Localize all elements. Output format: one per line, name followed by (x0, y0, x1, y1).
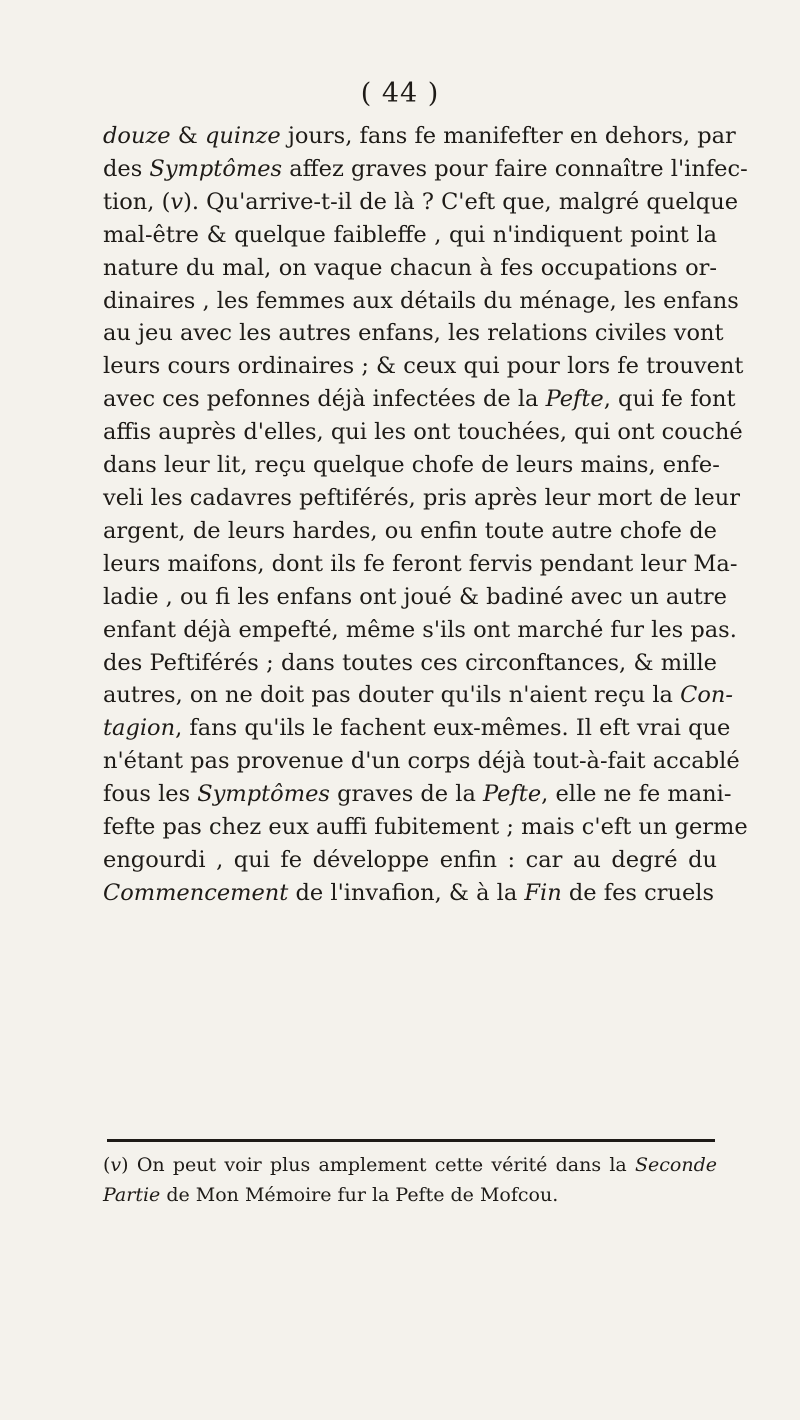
footnote (103, 1150, 717, 1210)
italic-text: Pefte (545, 386, 604, 413)
text-line (103, 252, 717, 285)
text-run: ( (103, 1154, 111, 1176)
text-run: , elle ne fe mani- (541, 781, 732, 808)
italic-text: Symptômes (197, 781, 330, 808)
text-line (103, 844, 717, 877)
text-run: avec ces pefonnes déjà infectées de la (103, 386, 546, 413)
text-line (103, 449, 720, 482)
text-run: graves de la (329, 781, 484, 808)
text-run: de fes cruels (561, 879, 715, 906)
text-run: & (170, 123, 205, 149)
text-run: affis auprès d'elles, qui les ont touchées, qui ont couché (103, 419, 743, 446)
text-line (103, 153, 748, 186)
text-run: leurs maifons, dont ils fe feront fervis pendant leur Ma- (103, 550, 738, 577)
text-run: veli les cadavres peftiférés, pris après leur mort de leur (103, 484, 740, 511)
text-run: , fans qu'ils le fachent eux-mêmes. Il eft vrai que (175, 715, 731, 742)
italic-text: Commencement (103, 879, 289, 906)
text-run: dans leur lit, reçu quelque chofe de leurs mains, enfe- (103, 452, 720, 479)
text-run: ladie , ou fi les enfans ont joué & badiné avec un autre (103, 583, 727, 610)
footnote-line (103, 1150, 717, 1180)
text-run: des Peftiférés ; dans toutes ces circonftances, & mille (103, 649, 717, 676)
text-run: des (103, 155, 150, 182)
text-run: ). Qu'arrive-t-il de là ? C'eft que, malgré quelque (183, 188, 739, 215)
text-run: enfant déjà empefté, même s'ils ont marché fur les pas. (103, 616, 737, 643)
page-number: ( 44 ) (360, 78, 440, 109)
footnote-line (103, 1180, 717, 1210)
italic-text: douze (103, 123, 171, 149)
text-run: au jeu avec les autres enfans, les relations civiles vont (103, 320, 724, 347)
italic-text: Seconde (635, 1154, 717, 1176)
text-line (103, 482, 740, 515)
italic-text: Symptômes (149, 155, 283, 182)
italic-text: Con- (680, 682, 733, 709)
text-run: engourdi , qui fe développe enfin : car au degré du (103, 846, 717, 873)
text-run: leurs cours ordinaires ; & ceux qui pour lors fe trouvent (103, 353, 744, 380)
italic-text: Partie (103, 1184, 161, 1206)
text-line (103, 581, 727, 614)
text-line (103, 120, 736, 153)
text-run: argent, de leurs hardes, ou enfin toute autre chofe de (103, 517, 717, 544)
text-line (103, 778, 732, 811)
text-line (103, 186, 739, 219)
text-run: fous les (103, 781, 198, 808)
italic-text: v (110, 1154, 122, 1176)
text-line (103, 350, 744, 383)
italic-text: v (170, 188, 184, 215)
text-run: fefte pas chez eux auffi fubitement ; mais c'eft un germe (103, 814, 748, 841)
italic-text: Fin (524, 879, 562, 906)
italic-text: quinze (204, 123, 281, 149)
italic-text: tagion (103, 715, 176, 742)
italic-text: Pefte (483, 781, 542, 808)
text-run: de l'invafion, & à la (288, 879, 525, 906)
text-line (103, 416, 743, 449)
text-line (103, 219, 717, 252)
text-run: mal-être & quelque faibleffe , qui n'indiquent point la (103, 221, 717, 248)
text-line (103, 614, 737, 647)
footnote-separator (107, 1139, 715, 1142)
text-line (103, 877, 717, 910)
text-line (103, 712, 731, 745)
text-line (103, 285, 739, 318)
text-run: dinaires , les femmes aux détails du ménage, les enfans (103, 287, 739, 314)
text-run: ) On peut voir plus amplement cette vérité dans la (121, 1154, 636, 1176)
text-run: autres, on ne doit pas douter qu'ils n'aient reçu la (103, 682, 681, 709)
text-run: affez graves pour faire connaître l'infec- (282, 155, 748, 182)
text-line (103, 679, 733, 712)
text-line (103, 383, 736, 416)
body-text (103, 120, 748, 910)
text-run: n'étant pas provenue d'un corps déjà tout-à-fait accablé (103, 748, 740, 775)
text-run: de Mon Mémoire fur la Pefte de Mofcou. (160, 1184, 559, 1206)
text-line (103, 745, 740, 778)
text-run: nature du mal, on vaque chacun à fes occupations or- (103, 254, 717, 281)
text-run: , qui fe font (603, 386, 736, 413)
text-run: jours, fans fe manifefter en dehors, par (280, 123, 736, 149)
text-line (103, 548, 738, 581)
text-line (103, 515, 717, 548)
text-line (103, 647, 717, 680)
text-run: tion, ( (103, 188, 171, 215)
text-line (103, 317, 724, 350)
text-line (103, 811, 748, 844)
